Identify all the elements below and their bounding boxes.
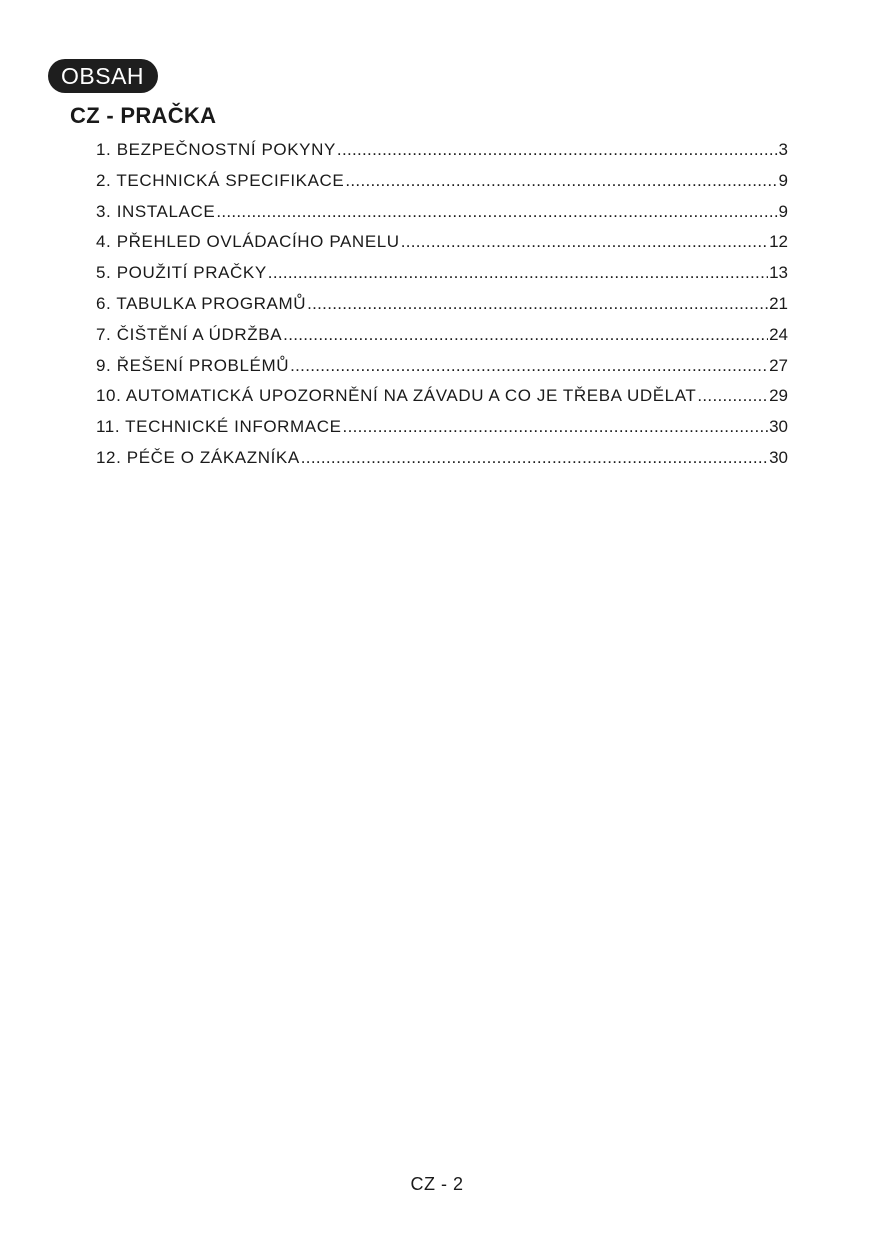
toc-entry-page: 21 <box>769 293 788 313</box>
toc-leader-dots <box>337 138 778 162</box>
toc-entry-label: 11. TECHNICKÉ INFORMACE <box>96 417 342 437</box>
toc-entry[interactable] <box>96 384 788 415</box>
toc-entry-label: 2. TECHNICKÁ SPECIFIKACE <box>96 170 345 190</box>
toc-entry-label: 1. BEZPEČNOSTNÍ POKYNY <box>96 140 336 159</box>
toc-entry[interactable] <box>96 415 788 446</box>
toc-entry-label: 12. PÉČE O ZÁKAZNÍKA <box>96 447 300 467</box>
toc-entry-label: 6. TABULKA PROGRAMŮ <box>96 293 307 313</box>
document-title: CZ - PRAČKA <box>70 103 217 128</box>
toc-leader-dots <box>307 292 768 316</box>
toc-leader-dots <box>401 230 768 254</box>
toc-entry[interactable] <box>96 446 788 477</box>
toc-entry-page: 30 <box>769 417 788 437</box>
toc-entry-page: 9 <box>778 201 788 221</box>
toc-entry[interactable] <box>96 354 788 385</box>
section-label-pill: OBSAH <box>48 59 158 93</box>
toc-leader-dots <box>301 446 768 470</box>
toc-entry-label: 7. ČIŠTĚNÍ A ÚDRŽBA <box>96 324 283 344</box>
toc-entry[interactable] <box>96 230 788 261</box>
page-number-footer: CZ - 2 <box>410 1174 464 1194</box>
toc-entry-page: 29 <box>769 386 788 406</box>
toc-entry-label: 5. POUŽITÍ PRAČKY <box>96 263 267 283</box>
toc-leader-dots <box>290 354 768 378</box>
toc-entry-page: 24 <box>769 324 788 344</box>
toc-leader-dots <box>345 169 777 193</box>
toc-entry[interactable] <box>96 292 788 323</box>
toc-entry[interactable] <box>96 169 788 200</box>
toc-leader-dots <box>343 415 769 439</box>
toc-entry[interactable] <box>96 261 788 292</box>
toc-entry-page: 13 <box>769 263 788 283</box>
toc-entry[interactable] <box>96 200 788 231</box>
toc-entry-page: 30 <box>769 447 788 467</box>
table-of-contents <box>96 138 788 477</box>
toc-entry[interactable] <box>96 323 788 354</box>
toc-entry-page: 12 <box>769 232 788 252</box>
toc-entry-label: 3. INSTALACE <box>96 201 216 221</box>
toc-entry-label: 10. AUTOMATICKÁ UPOZORNĚNÍ NA ZÁVADU A CO JE TŘEBA UDĚLAT <box>96 386 697 406</box>
toc-entry-page: 3 <box>778 140 788 159</box>
toc-entry-label: 9. ŘEŠENÍ PROBLÉMŮ <box>96 355 290 375</box>
toc-entry-label: 4. PŘEHLED OVLÁDACÍHO PANELU <box>96 232 400 252</box>
toc-entry-page: 9 <box>778 170 788 190</box>
toc-leader-dots <box>216 200 777 224</box>
toc-leader-dots <box>268 261 768 285</box>
toc-entry-page: 27 <box>769 355 788 375</box>
toc-leader-dots <box>283 323 768 347</box>
toc-leader-dots <box>697 384 768 408</box>
toc-entry[interactable] <box>96 138 788 169</box>
